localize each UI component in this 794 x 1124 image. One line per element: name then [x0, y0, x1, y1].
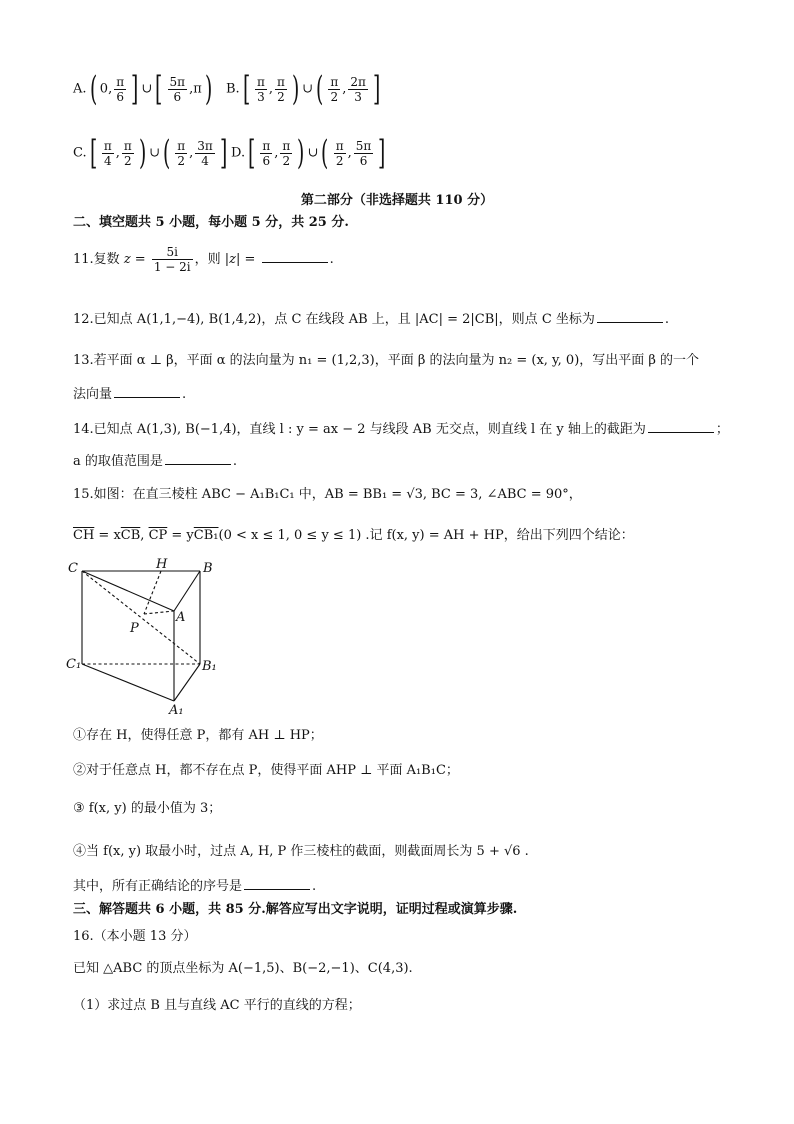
- label-b1: B₁: [202, 659, 217, 674]
- question-15-line1: 15.如图：在直三棱柱 ABC − A₁B₁C₁ 中，AB = BB₁ = √3, BC = 3, ∠ABC = 90°，: [73, 487, 582, 502]
- question-16-header: 16.（本小题 13 分）: [73, 929, 197, 944]
- option-b: B.[ $\frac{\pi}{3}$ , $\frac{\pi}{2}$ ) ∪( $\frac{\pi}{2}$ , $\frac{2\pi}{3}$ ]: [226, 69, 381, 109]
- conclusion-1: ①存在 H，使得任意 P，都有 AH ⊥ HP；: [73, 728, 323, 743]
- question-13-line1: 13.若平面 α ⊥ β，平面 α 的法向量为 n₁ = (1,2,3)，平面 β 的法向量为 n₂ = (x, y, 0)，写出平面 β 的一个: [73, 353, 700, 368]
- question-12: 12.已知点 A(1,1,−4), B(1,4,2)，点 C 在线段 AB 上，且 |AC| = 2|CB|，则点 C 坐标为 .: [73, 312, 670, 327]
- question-14-line1: 14.已知点 A(1,3), B(−1,4)，直线 l : y = ax − 2 与线段 AB 无交点，则直线 l 在 y 轴上的截距为 ；: [73, 422, 729, 437]
- option-a: A.( 0, $\frac{\pi}{6}$ ] ∪[ $\frac{5\pi}{6}$ ,π): [73, 69, 213, 109]
- option-c: C.[ $\frac{\pi}{4}$ , $\frac{\pi}{2}$ ) ∪( $\frac{\pi}{2}$ , $\frac{3\pi}{4}$ ]: [73, 133, 228, 173]
- segment-pa-hidden: [144, 611, 174, 614]
- question-16-part1: （1）求过点 B 且与直线 AC 平行的直线的方程；: [73, 998, 361, 1013]
- answer-blank[interactable]: [262, 250, 328, 263]
- question-15-line2: $\overline{CH} = x\overline{CB}$, $\overline{CP} = yCB_1(0 < x \le 1$, 0 ≤ y ≤ 1) .记 f(x, y) = AH + HP，给出下列四个结论：: [73, 528, 634, 543]
- conclusion-2: ②对于任意点 H，都不存在点 P，使得平面 AHP ⊥ 平面 A₁B₁C；: [73, 763, 459, 778]
- answer-blank[interactable]: [648, 420, 714, 433]
- question-13-line2: 法向量 .: [73, 387, 187, 402]
- label-c1: C₁: [66, 657, 82, 672]
- prism-figure: [64, 556, 224, 716]
- conclusion-3: ③ f(x, y) 的最小值为 3；: [73, 801, 222, 816]
- edge-c1a1: [82, 664, 174, 701]
- label-p: P: [130, 621, 139, 636]
- answer-blank[interactable]: [597, 310, 663, 323]
- segment-hp-hidden: [144, 571, 161, 614]
- option-d: D.[ $\frac{\pi}{6}$ , $\frac{\pi}{2}$ ) ∪( $\frac{\pi}{2}$ , $\frac{5\pi}{6}$ ]: [231, 133, 386, 173]
- section2-heading: 二、填空题共 5 小题，每小题 5 分，共 25 分.: [73, 215, 349, 230]
- label-b: B: [203, 561, 213, 576]
- question-11: 11.复数 z = $\frac{5i}{1 - 2i}$ ，则 |z| = .: [73, 245, 334, 274]
- edge-ca: [82, 571, 174, 611]
- conclusion-4: ④当 f(x, y) 取最小时，过点 A, H, P 作三棱柱的截面，则截面周长为 5 + √6 .: [73, 844, 529, 859]
- label-h: H: [156, 557, 168, 572]
- label-a1: A₁: [169, 703, 184, 716]
- question-14-line2: a 的取值范围是 .: [73, 454, 238, 469]
- label-a: A: [176, 610, 186, 625]
- label-c: C: [68, 561, 78, 576]
- section3-heading: 三、解答题共 6 小题，共 85 分.解答应写出文字说明，证明过程或演算步骤.: [73, 902, 518, 917]
- part2-title: 第二部分（非选择题共 110 分）: [300, 193, 494, 208]
- question-15-answer-line: 其中，所有正确结论的序号是 .: [73, 879, 317, 894]
- answer-blank[interactable]: [165, 452, 231, 465]
- edge-a1b1: [174, 664, 200, 701]
- question-16-body: 已知 △ABC 的顶点坐标为 A(−1,5)、B(−2,−1)、C(4,3).: [73, 961, 413, 976]
- edge-ab: [174, 571, 200, 611]
- answer-blank[interactable]: [114, 385, 180, 398]
- answer-blank[interactable]: [244, 877, 310, 890]
